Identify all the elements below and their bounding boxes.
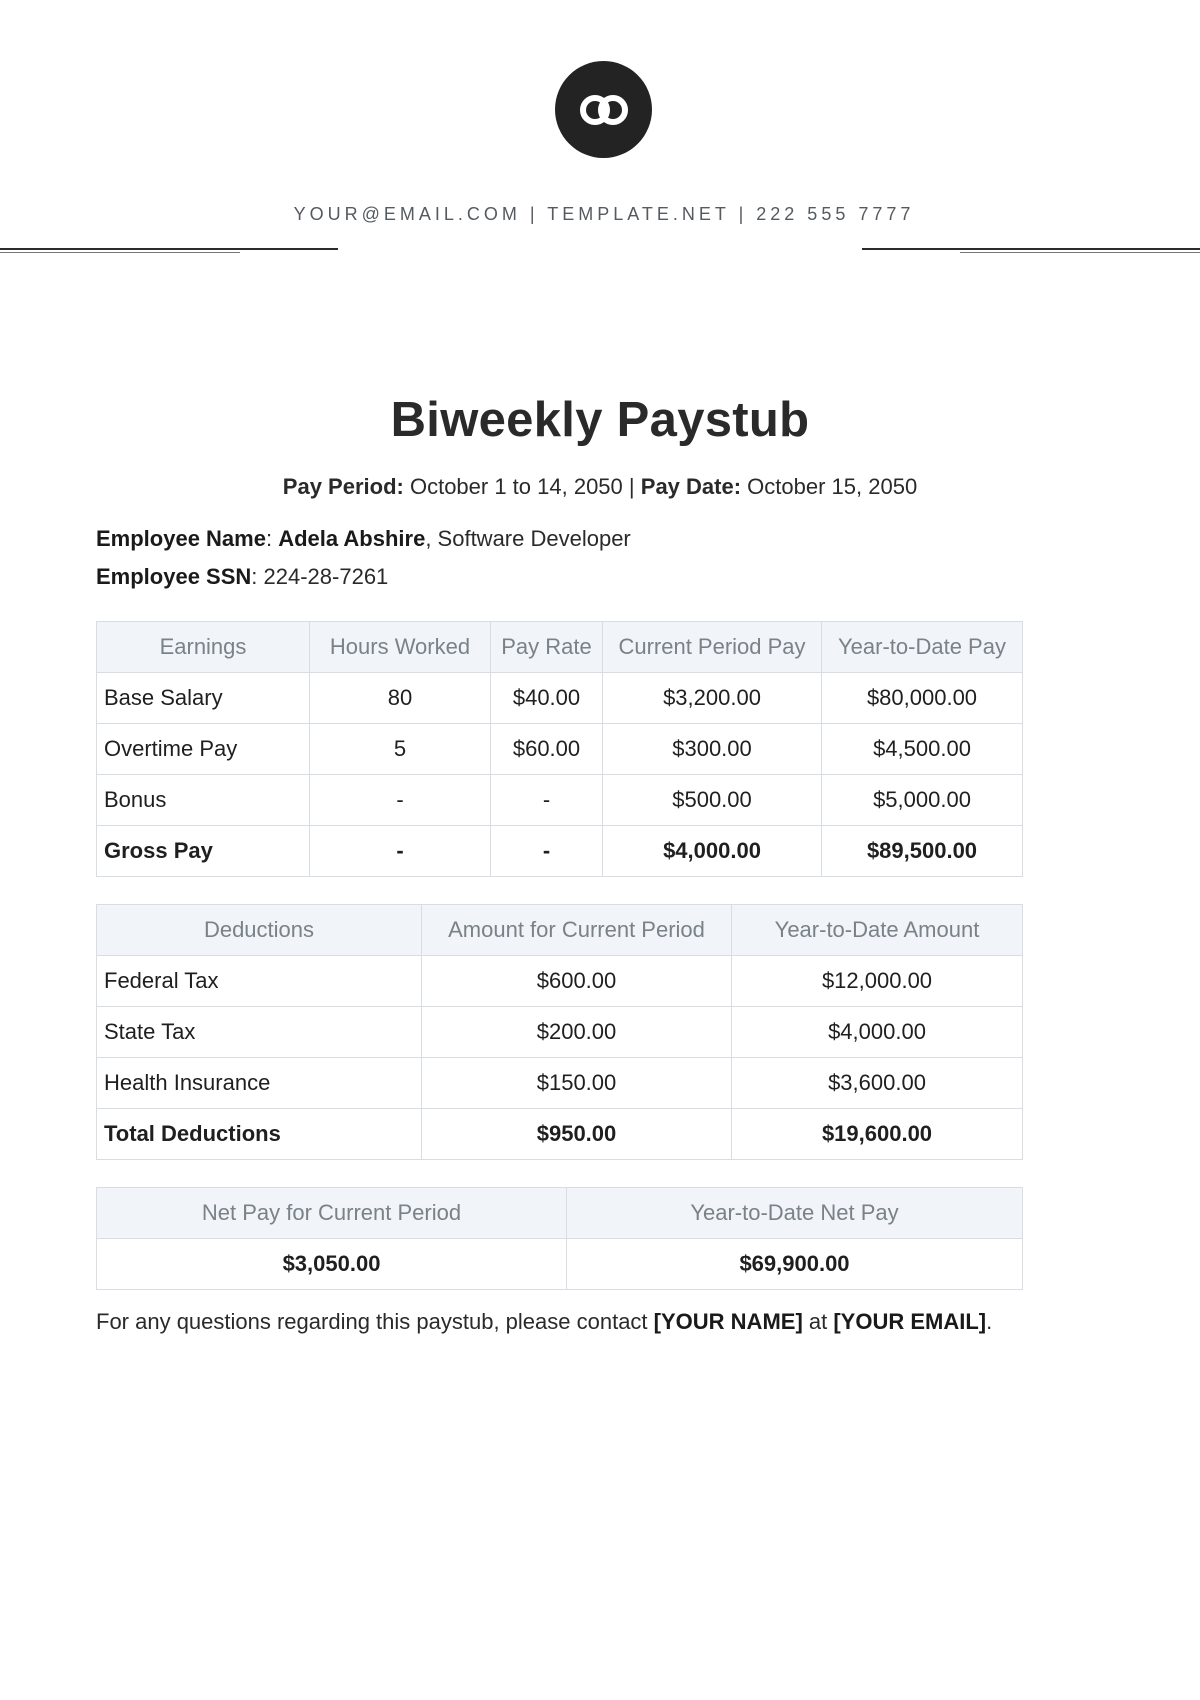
header-rule-right [862,248,1200,250]
column-header: Year-to-Date Pay [822,622,1023,673]
table-header-row [97,905,1023,956]
table-row [97,956,1023,1007]
earnings-table [96,621,1023,877]
table-row [97,775,1023,826]
page-title: Biweekly Paystub [390,393,810,447]
company-logo [555,61,652,158]
table-cell: $19,600.00 [732,1109,1023,1160]
table-row [97,673,1023,724]
contact-note [96,1309,992,1335]
separator: | [628,474,635,499]
table-cell: 5 [310,724,491,775]
table-cell: $200.00 [422,1007,732,1058]
table-cell: Total Deductions [97,1109,422,1160]
column-header: Year-to-Date Net Pay [567,1188,1023,1239]
net-pay-row [97,1239,1023,1290]
table-row [97,724,1023,775]
column-header: Pay Rate [491,622,603,673]
table-cell: - [310,826,491,877]
employee-ssn: 224-28-7261 [263,564,389,589]
contact-line: YOUR@EMAIL.COM | TEMPLATE.NET | 222 555 7777 [293,204,915,224]
table-cell: - [310,775,491,826]
table-cell: - [491,775,603,826]
table-header-row [97,622,1023,673]
header-rule-left [0,248,338,250]
header-rule-right-thin [960,252,1200,253]
net-pay-current: $3,050.00 [97,1239,567,1290]
table-cell: $3,200.00 [603,673,822,724]
header-rule-left-thin [0,252,240,253]
note-prefix: For any questions regarding this paystub, please contact [96,1309,654,1334]
table-cell: Overtime Pay [97,724,310,775]
table-cell: $5,000.00 [822,775,1023,826]
table-cell: - [491,826,603,877]
employee-name: Adela Abshire [278,526,426,551]
pay-period-value: October 1 to 14, 2050 [409,474,623,499]
column-header: Hours Worked [310,622,491,673]
table-cell: Base Salary [97,673,310,724]
gross-pay-row [97,826,1023,877]
table-row [97,1007,1023,1058]
employee-name-line: Employee Name: Adela Abshire, Software Developer [96,526,631,551]
contact-name: [YOUR NAME] [653,1309,803,1334]
table-cell: $60.00 [491,724,603,775]
table-cell: Bonus [97,775,310,826]
deductions-table [96,904,1023,1160]
table-cell: State Tax [97,1007,422,1058]
table-cell: $500.00 [603,775,822,826]
column-header: Amount for Current Period [422,905,732,956]
table-cell: $4,500.00 [822,724,1023,775]
employee-name-label: Employee Name [96,526,266,551]
net-pay-table [96,1187,1023,1290]
employee-ssn-line: Employee SSN: 224-28-7261 [96,564,389,589]
column-header: Earnings [97,622,310,673]
employee-ssn-label: Employee SSN [96,564,252,589]
pay-date-label: Pay Date: [640,474,742,499]
table-cell: $80,000.00 [822,673,1023,724]
note-middle: at [802,1309,834,1334]
table-cell: Federal Tax [97,956,422,1007]
table-cell: $40.00 [491,673,603,724]
table-cell: Gross Pay [97,826,310,877]
table-header-row [97,1188,1023,1239]
linked-rings-icon [574,90,634,130]
contact-email: [YOUR EMAIL] [833,1309,987,1334]
column-header: Current Period Pay [603,622,822,673]
table-cell: $600.00 [422,956,732,1007]
table-row [97,1058,1023,1109]
table-cell: Health Insurance [97,1058,422,1109]
net-pay-ytd: $69,900.00 [567,1239,1023,1290]
table-cell: $300.00 [603,724,822,775]
table-cell: $89,500.00 [822,826,1023,877]
note-suffix: . [986,1309,993,1334]
pay-period-label: Pay Period: [282,474,404,499]
table-cell: $150.00 [422,1058,732,1109]
table-cell: $4,000.00 [603,826,822,877]
column-header: Year-to-Date Amount [732,905,1023,956]
table-cell: $3,600.00 [732,1058,1023,1109]
employee-role: , Software Developer [425,526,631,551]
column-header: Net Pay for Current Period [97,1188,567,1239]
table-cell: $950.00 [422,1109,732,1160]
pay-date-value: October 15, 2050 [747,474,918,499]
table-cell: 80 [310,673,491,724]
column-header: Deductions [97,905,422,956]
pay-period-line [0,474,1200,500]
total-deductions-row [97,1109,1023,1160]
table-cell: $12,000.00 [732,956,1023,1007]
table-cell: $4,000.00 [732,1007,1023,1058]
